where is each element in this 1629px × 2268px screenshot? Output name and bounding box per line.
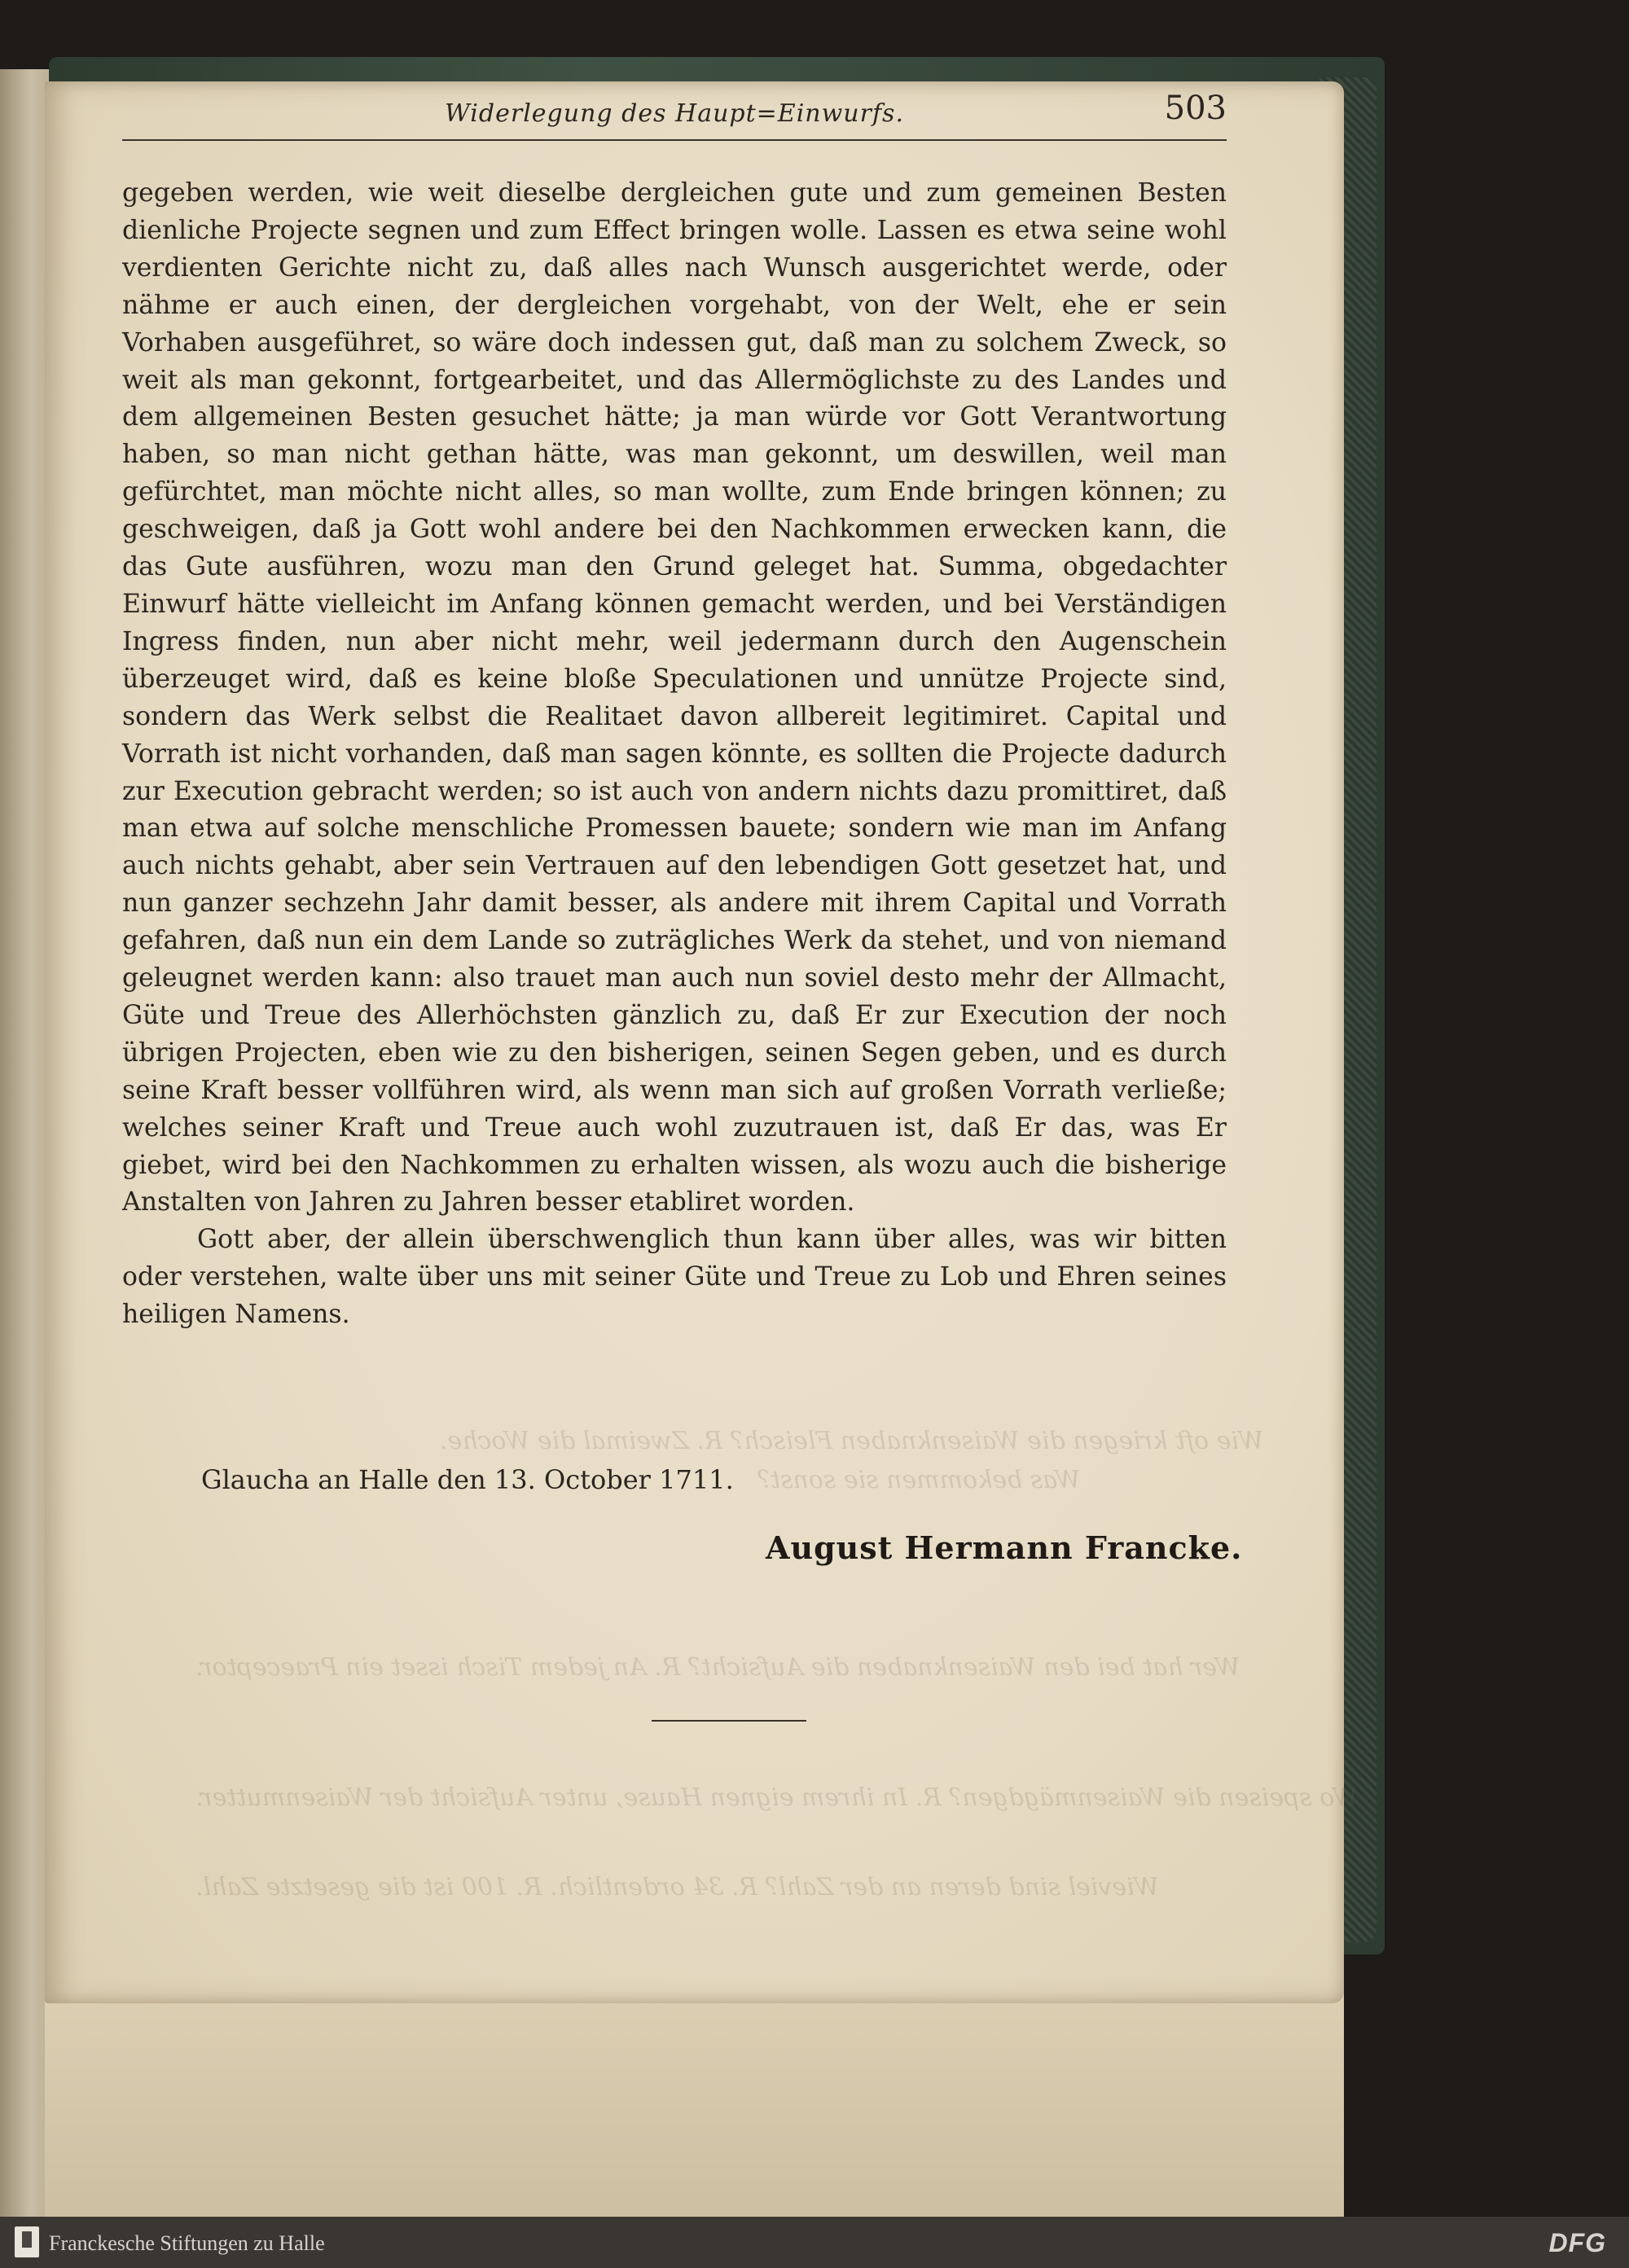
header-rule [122,139,1227,141]
show-through-text: Wieviel sind deren an der Zahl? R. 34 ordentlich. R. 100 ist die gesetzte Zahl. [195,1873,1160,1902]
body-text [122,175,1227,1334]
place-date-line: Glaucha an Halle den 13. October 1711. [201,1464,734,1495]
running-title: Widerlegung des Haupt=Einwurfs. [445,99,904,128]
show-through-text: Wer hat bei den Waisenknaben die Aufsicht? R. An jedem Tisch isset ein Praeceptor. [195,1653,1240,1682]
running-header [122,88,1227,137]
show-through-text: Wie oft kriegen die Waisenknaben Fleisch? R. Zweimal die Woche. [440,1427,1264,1455]
closing-rule [652,1720,806,1722]
author-signature: August Hermann Francke. [766,1529,1243,1566]
show-through-text: Wo speisen die Waisenmägdgen? R. In ihrem eignen Hause, unter Aufsicht der Waisenmutter. [195,1783,1359,1812]
institution-logo-icon [15,2226,39,2257]
show-through-text: Was bekommen sie sonst? [757,1466,1081,1494]
paragraph-2: Gott aber, der allein überschwenglich thun kann über alles, was wir bitten oder verstehen, walte über uns mit seiner Güte und Treue zu Lob und Ehren seines heiligen Namens. [122,1225,1227,1330]
footer-bar [0,2217,1629,2268]
page-lower-margin [45,1987,1344,2217]
dfg-logo: DFG [1548,2228,1606,2257]
paragraph-1: gegeben werden, wie weit dieselbe dergleichen gute und zum gemeinen Besten dienliche Projecte segnen und zum Effect bringen wolle. Lassen es etwa seine wohl verdienten Gerichte nicht zu, daß alles nach Wunsch ausgerichtet werde, oder nähme er auch einen, der dergleichen vorgehabt, von der Welt, ehe er sein Vorhaben ausgeführet, so wäre doch indessen gut, daß man zu solchem Zweck, so weit als man gekonnt, fortgearbeitet, und das Allermöglichste zu des Landes und dem allgemeinen Besten gesuchet hätte; ja man würde vor Gott Verantwortung haben, so man nicht gethan hätte, was man gekonnt, um deswillen, weil man gefürchtet, man möchte nicht alles, so man wollte, zum Ende bringen können; zu geschweigen, daß ja Gott wohl andere bei den Nachkommen erwecken kann, die das Gute ausführen, wozu man den Grund geleget hat. Summa, obgedachter Einwurf hätte vielleicht im Anfang können gemacht werden, und bei Verständigen Ingress finden, nun aber nicht mehr, weil jedermann durch den Augenschein überzeuget wird, daß es keine bloße Speculationen und unnütze Projecte sind, sondern das Werk selbst die Realitaet davon allbereit legitimiret. Capital und Vorrath ist nicht vorhanden, daß man sagen könnte, es sollten die Projecte dadurch zur Execution gebracht werden; so ist auch von andern nichts dazu promittiret, daß man etwa auf solche menschliche Promessen bauete; sondern wie man im Anfang auch nichts gehabt, aber sein Vertrauen auf den lebendigen Gott gesetzet hat, und nun ganzer sechzehn Jahr damit besser, als andere mit ihrem Capital und Vorrath gefahren, daß nun ein dem Lande so zuträgliches Werk da stehet, und von niemand geleugnet werden kann: also trauet man auch nun soviel desto mehr der Allmacht, Güte und Treue des Allerhöchsten gänzlich zu, daß Er zur Execution der noch übrigen Projecten, eben wie zu den bisherigen, seinen Segen geben, und es durch seine Kraft besser vollführen wird, als wenn man sich auf großen Vorrath verließe; welches seiner Kraft und Treue auch wohl zuzutrauen ist, daß Er das, was Er giebet, wird bei den Nachkommen zu erhalten wissen, als wozu auch die bisherige Anstalten von Jahren zu Jahren besser etabliret worden. [122,178,1227,1217]
page-number: 503 [1164,90,1227,127]
institution-label: Franckesche Stiftungen zu Halle [49,2231,325,2255]
